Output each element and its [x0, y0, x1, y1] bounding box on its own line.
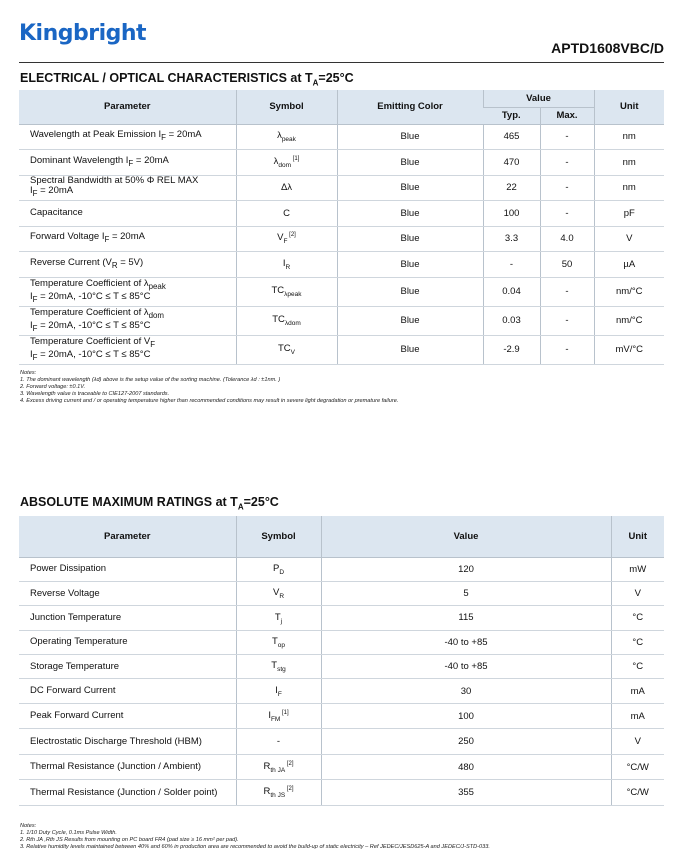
table-row	[19, 703, 664, 729]
unit-cell: °C	[611, 630, 664, 654]
text-fragment: Δλ	[280, 182, 293, 194]
text-fragment: λpeak	[284, 290, 302, 298]
text-fragment: C	[283, 207, 290, 219]
unit-cell: mV/°C	[594, 335, 664, 364]
parameter-condition: $I_F = 20mA$	[30, 185, 74, 199]
table-row	[19, 175, 664, 201]
max-cell: -	[540, 335, 594, 364]
symbol-cell	[236, 729, 321, 755]
color-cell: Blue	[337, 277, 483, 306]
typ-cell: 470	[483, 150, 540, 176]
table-row	[19, 679, 664, 703]
table-row	[19, 780, 664, 806]
unit-cell: nm	[594, 175, 664, 201]
note-item: 4. Excess driving current and / or operating temperature higher than recommended conditions may result in severe light degradation or premature failure.	[20, 398, 399, 404]
parameter-condition: $I_F = 20mA$, -10°C ≤ T ≤ 85°C	[30, 290, 151, 304]
max-cell: -	[540, 175, 594, 201]
parameter-cell	[19, 226, 236, 252]
typ-cell: 22	[483, 175, 540, 201]
unit-cell: nm/°C	[594, 306, 664, 335]
color-cell: Blue	[337, 226, 483, 252]
unit-cell: V	[611, 581, 664, 605]
electrical-section-title: ELECTRICAL / OPTICAL CHARACTERISTICS at $T_A=25^\circ C$	[20, 71, 354, 88]
table-row	[19, 754, 664, 780]
text-fragment: T	[271, 635, 278, 647]
col-parameter: Parameter	[19, 516, 236, 557]
table-row	[19, 306, 664, 335]
typ-cell: 0.03	[483, 306, 540, 335]
symbol-cell	[236, 679, 321, 703]
note-item: 1. The dominant wavelength (λd) above is the setup value of the sorting machine. (Tolerance λd : ±1nm. )	[20, 377, 281, 383]
note-item: 2. Forward voltage: ±0.1V.	[20, 384, 86, 390]
symbol-cell	[236, 630, 321, 654]
unit-cell: µA	[594, 252, 664, 278]
electrical-notes	[20, 370, 398, 405]
text-fragment: R	[279, 593, 285, 601]
typ-cell: 3.3	[483, 226, 540, 252]
col-value: Value	[483, 90, 594, 107]
table-row	[19, 335, 664, 364]
text-fragment: I	[282, 257, 286, 269]
value-cell: -40 to +85	[321, 655, 611, 679]
unit-cell: nm/°C	[594, 277, 664, 306]
unit-cell: °C	[611, 655, 664, 679]
value-cell: 250	[321, 729, 611, 755]
text-fragment: = 20mA	[165, 129, 202, 141]
col-unit: Unit	[611, 516, 664, 557]
text-fragment: Temperature Coefficient of V	[30, 335, 151, 347]
symbol-cell	[236, 335, 337, 364]
col-typ: Typ.	[483, 107, 540, 124]
text-fragment: F	[283, 238, 288, 246]
value-cell: 480	[321, 754, 611, 780]
text-fragment: P	[272, 562, 280, 574]
col-value: Value	[321, 516, 611, 557]
symbol-cell	[236, 150, 337, 176]
color-cell: Blue	[337, 175, 483, 201]
col-symbol: Symbol	[236, 90, 337, 124]
text-fragment: Temperature Coefficient of λ	[30, 277, 149, 289]
text-fragment: F	[150, 339, 156, 349]
parameter-cell	[19, 124, 236, 150]
text-fragment: I	[275, 684, 278, 696]
text-fragment: F	[104, 235, 110, 245]
parameter-cell: Power Dissipation	[19, 557, 236, 581]
text-fragment: F	[128, 158, 134, 168]
text-fragment: stg	[277, 666, 286, 674]
electrical-table	[19, 90, 664, 365]
max-cell: 4.0	[540, 226, 594, 252]
unit-cell: nm	[594, 150, 664, 176]
unit-cell: mA	[611, 679, 664, 703]
unit-cell: nm	[594, 124, 664, 150]
typ-cell: -	[483, 252, 540, 278]
absolute-ratings-table	[19, 516, 664, 806]
text-fragment: λ	[277, 130, 282, 142]
parameter-cell: Junction Temperature	[19, 606, 236, 630]
value-cell: 30	[321, 679, 611, 703]
text-fragment: R	[263, 760, 271, 772]
parameter-cell	[19, 150, 236, 176]
max-cell: -	[540, 201, 594, 227]
text-fragment: [2]	[285, 786, 294, 793]
text-fragment: [1]	[280, 709, 289, 716]
symbol-cell	[236, 655, 321, 679]
typ-cell: 465	[483, 124, 540, 150]
unit-cell: °C	[611, 606, 664, 630]
text-fragment: Reverse Current (V	[30, 256, 112, 268]
text-fragment: Spectral Bandwidth at 50% Φ REL MAX	[30, 175, 199, 187]
unit-cell: V	[594, 226, 664, 252]
table-row	[19, 630, 664, 654]
typ-cell: -2.9	[483, 335, 540, 364]
table-row	[19, 201, 664, 227]
unit-cell: °C/W	[611, 780, 664, 806]
max-cell: -	[540, 150, 594, 176]
text-fragment: = 5V)	[117, 256, 144, 268]
max-cell: -	[540, 306, 594, 335]
table-row	[19, 252, 664, 278]
notes-label: Notes:	[20, 823, 37, 829]
brand-logo: Kingbright	[19, 21, 147, 46]
parameter-cell: Thermal Resistance (Junction / Ambient)	[19, 754, 236, 780]
color-cell: Blue	[337, 306, 483, 335]
value-cell: 100	[321, 703, 611, 729]
text-fragment: dom	[278, 161, 292, 169]
note-item: 3. Wavelength value is traceable to CIE127-2007 standards.	[20, 391, 170, 397]
parameter-cell: Electrostatic Discharge Threshold (HBM)	[19, 729, 236, 755]
max-cell: -	[540, 277, 594, 306]
table-row	[19, 226, 664, 252]
text-fragment: TC	[272, 314, 285, 326]
symbol-cell	[236, 226, 337, 252]
note-item: 1. 1/10 Duty Cycle, 0.1ms Pulse Width.	[20, 830, 117, 836]
text-fragment: TC	[277, 343, 291, 355]
color-cell: Blue	[337, 124, 483, 150]
color-cell: Blue	[337, 201, 483, 227]
parameter-cell	[19, 252, 236, 278]
value-cell: 115	[321, 606, 611, 630]
text-fragment: [2]	[285, 760, 294, 767]
text-fragment: Wavelength at Peak Emission I	[30, 129, 162, 141]
table-row	[19, 277, 664, 306]
parameter-cell: Reverse Voltage	[19, 581, 236, 605]
text-fragment: [1]	[291, 155, 300, 162]
table-row	[19, 557, 664, 581]
text-fragment: R	[263, 786, 271, 798]
parameter-cell: Thermal Resistance (Junction / Solder point)	[19, 780, 236, 806]
max-cell: 50	[540, 252, 594, 278]
table-row	[19, 581, 664, 605]
text-fragment: R	[111, 260, 118, 270]
parameter-condition: $I_F = 20mA$, -10°C ≤ T ≤ 85°C	[30, 319, 151, 333]
text-fragment: j	[280, 617, 283, 625]
symbol-cell	[236, 252, 337, 278]
parameter-cell	[19, 277, 236, 306]
col-unit: Unit	[594, 90, 664, 124]
text-fragment: T	[271, 660, 278, 672]
text-fragment: th JS	[270, 792, 286, 800]
text-fragment: peak	[281, 136, 296, 144]
unit-cell: mA	[611, 703, 664, 729]
table-row	[19, 655, 664, 679]
value-cell: -40 to +85	[321, 630, 611, 654]
text-fragment: F	[161, 133, 166, 143]
symbol-cell	[236, 201, 337, 227]
text-fragment: th JA	[270, 766, 286, 774]
text-fragment: Dominant Wavelength I	[30, 154, 129, 166]
parameter-cell	[19, 306, 236, 335]
absolute-section-title: ABSOLUTE MAXIMUM RATINGS at $T_A=25^\circ C$	[20, 495, 279, 512]
text-fragment: op	[277, 641, 286, 649]
parameter-cell: Peak Forward Current	[19, 703, 236, 729]
symbol-cell	[236, 703, 321, 729]
text-fragment: = 20mA	[133, 154, 169, 166]
table-row	[19, 150, 664, 176]
col-emitting-color: Emitting Color	[337, 90, 483, 124]
text-fragment: λ	[273, 155, 279, 167]
value-cell: 120	[321, 557, 611, 581]
text-fragment: dom	[148, 310, 165, 320]
text-fragment: λdom	[284, 319, 301, 327]
text-fragment: [2]	[287, 232, 296, 239]
value-cell: 355	[321, 780, 611, 806]
parameter-condition: $I_F = 20mA$, -10°C ≤ T ≤ 85°C	[30, 348, 151, 362]
text-fragment: V	[272, 587, 280, 599]
table-row	[19, 124, 664, 150]
value-cell: 5	[321, 581, 611, 605]
part-number: APTD1608VBC/D	[551, 40, 664, 56]
text-fragment: Capacitance	[30, 207, 83, 219]
text-fragment: V	[290, 348, 295, 356]
note-item: 3. Relative humidity levels maintained between 40% and 60% in production area are recommended to avoid the build-up of static electricity – Ref JEDEC/JESD625-A and JEDEC/J-STD-033.	[20, 844, 490, 850]
symbol-cell	[236, 780, 321, 806]
text-fragment: I	[268, 709, 271, 721]
text-fragment: Temperature Coefficient of λ	[30, 306, 149, 318]
parameter-cell	[19, 201, 236, 227]
parameter-cell: Operating Temperature	[19, 630, 236, 654]
unit-cell: V	[611, 729, 664, 755]
col-parameter: Parameter	[19, 90, 236, 124]
parameter-cell: Storage Temperature	[19, 655, 236, 679]
symbol-cell	[236, 557, 321, 581]
text-fragment: T	[274, 611, 281, 623]
color-cell: Blue	[337, 252, 483, 278]
text-fragment: FM	[270, 715, 281, 723]
typ-cell: 0.04	[483, 277, 540, 306]
symbol-cell	[236, 581, 321, 605]
text-fragment: -	[276, 736, 281, 748]
symbol-cell	[236, 175, 337, 201]
note-item: 2. Rth JA ,Rth JS Results from mounting on PC board FR4 (pad size ≥ 16 mm² per pad).	[20, 837, 239, 843]
unit-cell: mW	[611, 557, 664, 581]
text-fragment: = 20mA	[109, 231, 145, 243]
symbol-cell	[236, 754, 321, 780]
text-fragment: TC	[271, 285, 285, 297]
parameter-cell	[19, 175, 236, 201]
col-max: Max.	[540, 107, 594, 124]
symbol-cell	[236, 306, 337, 335]
parameter-cell	[19, 335, 236, 364]
text-fragment: V	[277, 232, 284, 244]
col-symbol: Symbol	[236, 516, 321, 557]
table-row	[19, 606, 664, 630]
color-cell: Blue	[337, 150, 483, 176]
notes-label: Notes:	[20, 370, 37, 376]
unit-cell: pF	[594, 201, 664, 227]
symbol-cell	[236, 277, 337, 306]
symbol-cell	[236, 606, 321, 630]
symbol-cell	[236, 124, 337, 150]
text-fragment: D	[279, 568, 285, 576]
header-divider	[19, 62, 664, 63]
text-fragment: Forward Voltage I	[30, 231, 105, 243]
parameter-cell: DC Forward Current	[19, 679, 236, 703]
unit-cell: °C/W	[611, 754, 664, 780]
text-fragment: F	[277, 690, 282, 698]
max-cell: -	[540, 124, 594, 150]
color-cell: Blue	[337, 335, 483, 364]
text-fragment: peak	[148, 281, 166, 291]
text-fragment: R	[285, 263, 291, 271]
typ-cell: 100	[483, 201, 540, 227]
table-row	[19, 729, 664, 755]
absolute-notes	[20, 823, 490, 851]
